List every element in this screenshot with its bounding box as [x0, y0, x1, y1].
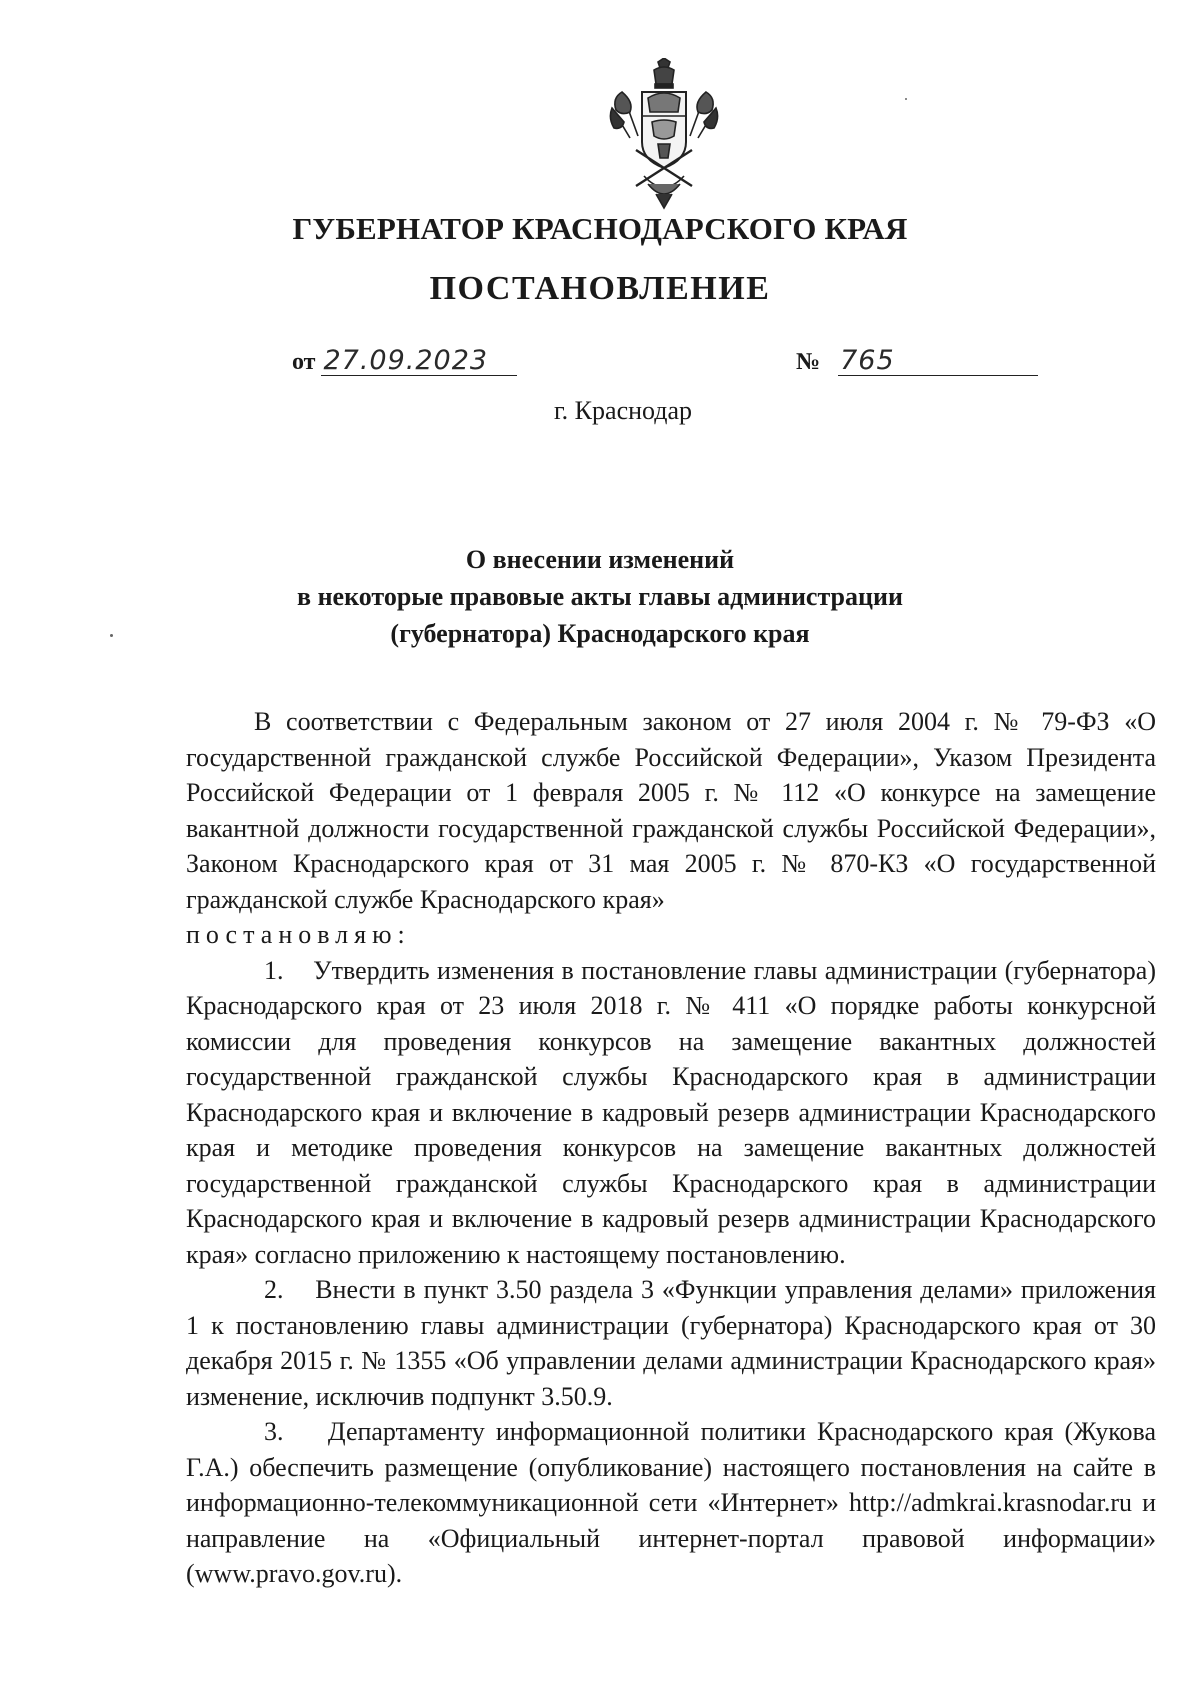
issuing-authority: ГУБЕРНАТОР КРАСНОДАРСКОГО КРАЯ [292, 211, 908, 246]
resolve-word: постановляю: [186, 920, 411, 949]
clause-3: 3. Департаменту информационной политики Краснодарского края (Жукова Г.А.) обеспечить размещение (опубликование) настоящего постановления на сайте в информационно-телекоммуникационной сети «Интернет» http://admkrai.krasnodar.ru и направление на «Официальный интернет-портал правовой информации» (www.pravo.gov.ru). [186, 1417, 1156, 1588]
clause-1: 1. Утвердить изменения в постановление главы администрации (губернатора) Краснодарского края от 23 июля 2018 г. № 411 «О порядке работы конкурсной комиссии для проведения конкурсов на замещение вакантных должностей государственной гражданской службы Краснодарского края в администрации Краснодарского края и включение в кадровый резерв администрации Краснодарского края и методике проведения конкурсов на замещение вакантных должностей государственной гражданской службы Краснодарского края в администрации Краснодарского края и включение в кадровый резерв администрации Краснодарского края» согласно приложению к настоящему постановлению. [186, 955, 1156, 1269]
title-line: в некоторые правовые акты главы администрации [297, 582, 903, 611]
document-title [0, 541, 1200, 652]
place-of-issue: г. Краснодар [553, 396, 693, 425]
date-value: 27.09.2023 [321, 347, 517, 376]
date-field [292, 347, 517, 376]
document-type: ПОСТАНОВЛЕНИЕ [429, 270, 771, 307]
title-line: (губернатора) Краснодарского края [390, 619, 810, 648]
scan-speck [110, 634, 113, 637]
clause-2: 2. Внести в пункт 3.50 раздела 3 «Функции управления делами» приложения 1 к постановлению главы администрации (губернатора) Краснодарского края от 30 декабря 2015 г. № 1355 «Об управлении делами администрации Краснодарского края» изменение, исключив подпункт 3.50.9. [186, 1275, 1156, 1411]
preamble-paragraph: В соответствии с Федеральным законом от 27 июля 2004 г. № 79-ФЗ «О государственной гражданской службе Российской Федерации», Указом Президента Российской Федерации от 1 февраля 2005 г. № 112 «О конкурсе на замещение вакантной должности государственной гражданской службы Российской Федерации», Законом Краснодарского края от 31 мая 2005 г. № 870-КЗ «О государственной гражданской службе Краснодарского края» [186, 707, 1156, 914]
scan-speck [905, 98, 907, 100]
number-field [796, 347, 1038, 376]
document-body [186, 704, 1156, 1592]
number-value: 765 [838, 347, 1038, 376]
coat-of-arms-icon [608, 58, 720, 210]
date-prefix: от [292, 349, 316, 375]
number-prefix: № [796, 349, 821, 375]
title-line: О внесении изменений [465, 545, 735, 574]
